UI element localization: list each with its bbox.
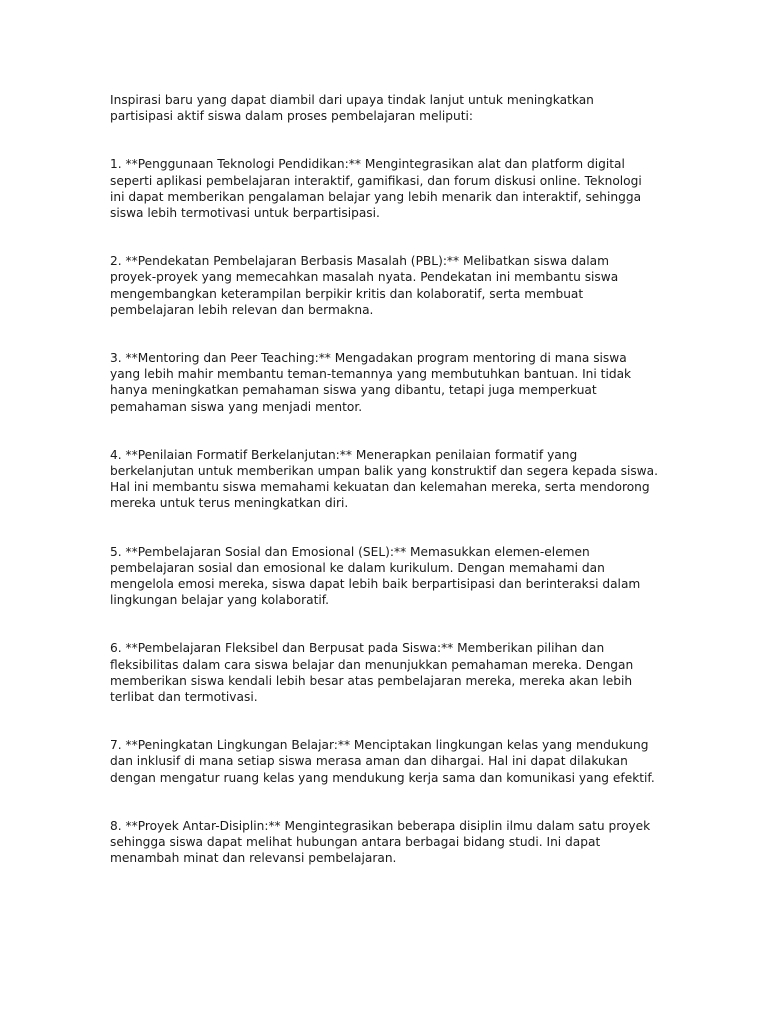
- list-item: 5. **Pembelajaran Sosial dan Emosional (SEL):** Memasukkan elemen-elemen pembelajaran sosial dan emosional ke dalam kurikulum. Dengan memahami dan mengelola emosi mereka, siswa dapat lebih baik berpartisipasi dan berinteraksi dalam lingkungan belajar yang kolaboratif.: [110, 544, 641, 608]
- intro-paragraph: Inspirasi baru yang dapat diambil dari upaya tindak lanjut untuk meningkatkan partisipasi aktif siswa dalam proses pembelajaran meliputi:: [110, 93, 594, 124]
- list-item: 4. **Penilaian Formatif Berkelanjutan:** Menerapkan penilaian formatif yang berkelanjutan untuk memberikan umpan balik yang konstruktif dan segera kepada siswa. Hal ini membantu siswa memahami kekuatan dan kelemahan mereka, serta mendorong mereka untuk terus meningkatkan diri.: [110, 447, 658, 511]
- document-page: [110, 92, 658, 899]
- list-item: 1. **Penggunaan Teknologi Pendidikan:** Mengintegrasikan alat dan platform digital seperti aplikasi pembelajaran interaktif, gamifikasi, dan forum diskusi online. Teknologi ini dapat memberikan pengalaman belajar yang lebih menarik dan interaktif, sehingga siswa lebih termotivasi untuk berpartisipasi.: [110, 157, 642, 221]
- list-item: 2. **Pendekatan Pembelajaran Berbasis Masalah (PBL):** Melibatkan siswa dalam proyek-proyek yang memecahkan masalah nyata. Pendekatan ini membantu siswa mengembangkan keterampilan berpikir kritis dan kolaboratif, serta membuat pembelajaran lebih relevan dan bermakna.: [110, 254, 619, 317]
- list-item: 7. **Peningkatan Lingkungan Belajar:** Menciptakan lingkungan kelas yang mendukung dan inklusif di mana setiap siswa merasa aman dan dihargai. Hal ini dapat dilakukan dengan mengatur ruang kelas yang mendukung kerja sama dan komunikasi yang efektif.: [110, 738, 655, 785]
- list-item: 6. **Pembelajaran Fleksibel dan Berpusat pada Siswa:** Memberikan pilihan dan fleksibilitas dalam cara siswa belajar dan menunjukkan pemahaman mereka. Dengan memberikan siswa kendali lebih besar atas pembelajaran mereka, mereka akan lebih terlibat dan termotivasi.: [110, 641, 634, 705]
- list-item: 3. **Mentoring dan Peer Teaching:** Mengadakan program mentoring di mana siswa yang lebih mahir membantu teman-temannya yang membutuhkan bantuan. Ini tidak hanya meningkatkan pemahaman siswa yang dibantu, tetapi juga memperkuat pemahaman siswa yang menjadi mentor.: [110, 351, 632, 414]
- list-item: 8. **Proyek Antar-Disiplin:** Mengintegrasikan beberapa disiplin ilmu dalam satu proyek sehingga siswa dapat melihat hubungan antara berbagai bidang studi. Ini dapat menambah minat dan relevansi pembelajaran.: [110, 818, 651, 866]
